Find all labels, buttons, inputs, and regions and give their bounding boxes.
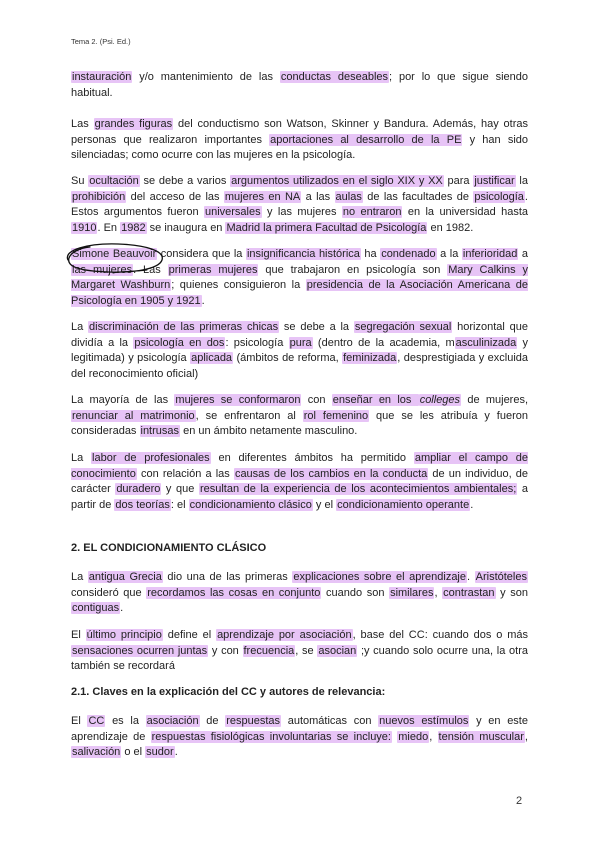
highlighted-text: mujeres en NA	[224, 190, 301, 203]
paragraph-ocultacion	[71, 174, 528, 236]
highlighted-text: contiguas	[72, 602, 120, 614]
text-run: es la	[105, 715, 146, 727]
text-run: y en este aprendizaje de	[71, 715, 528, 743]
highlighted-text: condicionamiento operante	[337, 498, 470, 511]
text-run: y legitimada) y psicología	[71, 336, 528, 364]
text-run: El	[71, 715, 88, 727]
highlighted-text: asocian	[318, 644, 357, 657]
highlighted-text: argumentos utilizados en el siglo XIX y XX	[231, 175, 443, 187]
text-run: y/o mantenimiento de las	[132, 71, 280, 83]
text-run: automáticas con	[281, 715, 379, 727]
text-run: ; quienes consiguieron la	[171, 279, 306, 291]
highlighted-text: sudor	[146, 746, 174, 758]
text-run: . En	[97, 221, 121, 234]
text-run: Su	[71, 175, 89, 187]
highlighted-text: grandes figuras	[94, 118, 173, 130]
text-run: y son	[495, 586, 528, 599]
handwritten-strike-annotation	[112, 267, 148, 277]
section-heading-condicionamiento-clasico: 2. EL CONDICIONAMIENTO CLÁSICO	[71, 542, 267, 554]
highlighted-text: tensión muscular	[438, 730, 524, 743]
paragraph-antigua-grecia	[71, 570, 528, 617]
text-run: de un individuo, de carácter	[71, 467, 529, 495]
paragraph-ultimo-principio	[71, 628, 528, 675]
text-run: , se enfrentaron al	[195, 409, 303, 422]
highlighted-text: justificar	[474, 175, 515, 187]
highlighted-text: ocultación	[89, 175, 139, 187]
text-run: se inaugura en	[146, 221, 226, 234]
text-run: El	[71, 629, 86, 641]
text-run: ha	[360, 248, 381, 260]
paragraph-cc-asociacion	[71, 714, 528, 761]
page-number: 2	[516, 795, 523, 807]
text-run: .	[174, 746, 178, 758]
text-run: del conductismo son Watson, Skinner y Bandura. Además, hay otras personas que realizaron importantes	[71, 118, 529, 146]
highlighted-text: condicionamiento clásico	[189, 498, 312, 511]
subsection-heading-claves-cc: 2.1. Claves en la explicación del CC y autores de relevancia:	[71, 686, 386, 698]
highlighted-text: respuestas	[226, 715, 281, 727]
text-run: , se	[295, 644, 318, 657]
highlighted-text: contrastan	[443, 586, 495, 599]
highlighted-text: asculinizada	[455, 336, 517, 349]
highlighted-text: 1910	[72, 221, 97, 234]
paragraph-grandes-figuras	[71, 117, 528, 164]
text-run: y con	[208, 644, 243, 657]
text-run: o el	[121, 746, 146, 758]
text-run: . Estos argumentos fueron	[71, 190, 528, 218]
text-run: . Las	[133, 263, 168, 276]
highlighted-text: ampliar el campo de conocimiento	[71, 452, 529, 480]
text-run: .	[120, 602, 124, 614]
highlighted-text: dos teorías	[115, 498, 170, 511]
highlighted-text: intrusas	[140, 425, 180, 437]
highlighted-text: no entraron	[342, 206, 402, 218]
text-run: en la universidad hasta	[402, 206, 528, 218]
text-run: la	[515, 175, 528, 187]
text-run: : el	[170, 498, 189, 511]
text-run: (dentro de la academia, m	[312, 336, 455, 349]
highlighted-text: psicología en dos	[134, 336, 225, 349]
text-run: .	[201, 294, 205, 307]
highlighted-text: instauración	[72, 71, 132, 83]
text-run: .	[467, 571, 475, 583]
text-run: : psicología	[225, 336, 289, 349]
text-run: consideró que	[71, 586, 147, 599]
text-run: a las	[301, 190, 335, 203]
highlighted-text: colleges	[419, 394, 461, 406]
highlighted-text: inferioridad	[462, 248, 518, 260]
highlighted-text: labor de profesionales	[92, 452, 210, 464]
text-run: La	[71, 452, 92, 464]
highlighted-text: resultan de la experiencia de los acontecimientos ambientales;	[199, 483, 517, 495]
highlighted-text: último principio	[86, 629, 162, 641]
highlighted-text: aportaciones al desarrollo de la PE	[270, 133, 462, 146]
highlighted-text: enseñar en los	[332, 394, 418, 406]
highlighted-text: causas de los cambios en la conducta	[234, 467, 428, 480]
highlighted-text: rol femenino	[303, 409, 369, 422]
highlighted-text: Madrid la primera Facultad de Psicología	[226, 221, 427, 234]
text-run: del acceso de las	[126, 190, 224, 203]
paragraph-instauracion	[71, 70, 528, 101]
text-run: se debe a la	[279, 321, 354, 333]
paragraph-mujeres-conformaron	[71, 393, 528, 440]
text-run: La mayoría de las	[71, 394, 175, 406]
text-run: ;y cuando solo ocurre una, la otra también se recordará	[71, 644, 529, 672]
highlighted-text: primeras mujeres	[168, 263, 258, 276]
text-run: La	[71, 571, 88, 583]
highlighted-text: nuevos estímulos	[379, 715, 469, 727]
text-run: ,	[524, 730, 528, 743]
highlighted-text: 1982	[121, 221, 146, 234]
highlighted-text: universales	[204, 206, 261, 218]
text-run: ; por lo que sigue siendo habitual.	[71, 71, 528, 99]
highlighted-text: discriminación de las primeras chicas	[89, 321, 279, 333]
text-run: en 1982.	[427, 221, 474, 234]
highlighted-text: renunciar al matrimonio	[72, 409, 195, 422]
highlighted-text: presidencia de la Asociación Americana de Psicología en 1905 y 1921	[71, 279, 528, 307]
highlighted-text: similares	[390, 586, 434, 599]
text-run: dio una de las primeras	[162, 571, 293, 583]
highlighted-text: prohibición	[72, 190, 126, 203]
page-header: Tema 2. (Psi. Ed.)	[71, 37, 131, 46]
text-run: y las mujeres	[261, 206, 342, 218]
highlighted-text: CC	[88, 715, 105, 727]
text-run: de	[199, 715, 226, 727]
highlighted-text: insignificancia histórica	[246, 248, 360, 260]
highlighted-text: asociación	[146, 715, 199, 727]
text-run: con relación a las	[136, 467, 234, 480]
highlighted-text: feminizada	[343, 352, 397, 364]
highlighted-text: conductas deseables	[280, 71, 389, 83]
highlighted-text: pura	[289, 336, 312, 349]
text-run: y han sido silenciadas; como ocurre con las mujeres en la psicología.	[71, 133, 529, 161]
text-run: a partir de	[71, 483, 528, 511]
highlighted-text: mujeres se conformaron	[175, 394, 301, 406]
text-run: cuando son	[321, 586, 390, 599]
text-run: a la	[436, 248, 462, 260]
text-run: , base del CC: cuando dos o más	[352, 629, 528, 641]
highlighted-text: aulas	[335, 190, 362, 203]
text-run: que se les atribuía y fueron consideradas	[71, 409, 528, 437]
text-run: Las	[71, 118, 94, 130]
highlighted-text: miedo	[398, 730, 429, 743]
highlighted-text: aplicada	[191, 352, 233, 364]
highlighted-text: aprendizaje por asociación	[217, 629, 352, 641]
highlighted-text: respuestas fisiológicas involuntarias se incluye:	[151, 730, 391, 743]
highlighted-text: segregación sexual	[354, 321, 452, 333]
highlighted-text: Mary Calkins y Margaret Washburn	[71, 263, 528, 291]
text-run: y que	[161, 483, 199, 495]
highlighted-text: las mujeres	[72, 263, 133, 276]
text-run: , desprestigiada y excluida del reconocimiento oficial)	[71, 352, 528, 380]
text-run: de las facultades de	[362, 190, 474, 203]
text-run: (ámbitos de reforma,	[233, 352, 343, 364]
highlighted-text: salivación	[72, 746, 121, 758]
text-run: en un ámbito netamente masculino.	[180, 425, 358, 437]
text-run: considera que la	[157, 248, 246, 260]
text-run: que trabajaron en psicología son	[258, 263, 448, 276]
text-run: se debe a varios	[139, 175, 231, 187]
highlighted-text: condenado	[381, 248, 436, 260]
text-run: .	[470, 498, 474, 511]
highlighted-text: antigua Grecia	[88, 571, 162, 583]
highlighted-text: psicología	[474, 190, 524, 203]
highlighted-text: Simone Beauvoir	[72, 248, 157, 260]
highlighted-text: duradero	[116, 483, 161, 495]
highlighted-text: explicaciones sobre el aprendizaje	[293, 571, 466, 583]
text-run: para	[443, 175, 474, 187]
text-run: y el	[312, 498, 337, 511]
paragraph-discriminacion	[71, 320, 528, 382]
highlighted-text: frecuencia	[243, 644, 295, 657]
highlighted-text: sensaciones ocurren juntas	[72, 644, 208, 657]
highlighted-text: recordamos las cosas en conjunto	[147, 586, 321, 599]
text-run: ,	[434, 586, 443, 599]
text-run: de mujeres,	[461, 394, 529, 406]
paragraph-labor-profesionales	[71, 451, 528, 513]
text-run: ,	[429, 730, 438, 743]
text-run: horizontal que dividía a la	[71, 321, 528, 349]
text-run: define el	[162, 629, 217, 641]
highlighted-text: Aristóteles	[475, 571, 527, 583]
text-run: en diferentes ámbitos ha permitido	[210, 452, 414, 464]
text-run: con	[301, 394, 332, 406]
text-run: a	[518, 248, 528, 260]
text-run: La	[71, 321, 89, 333]
